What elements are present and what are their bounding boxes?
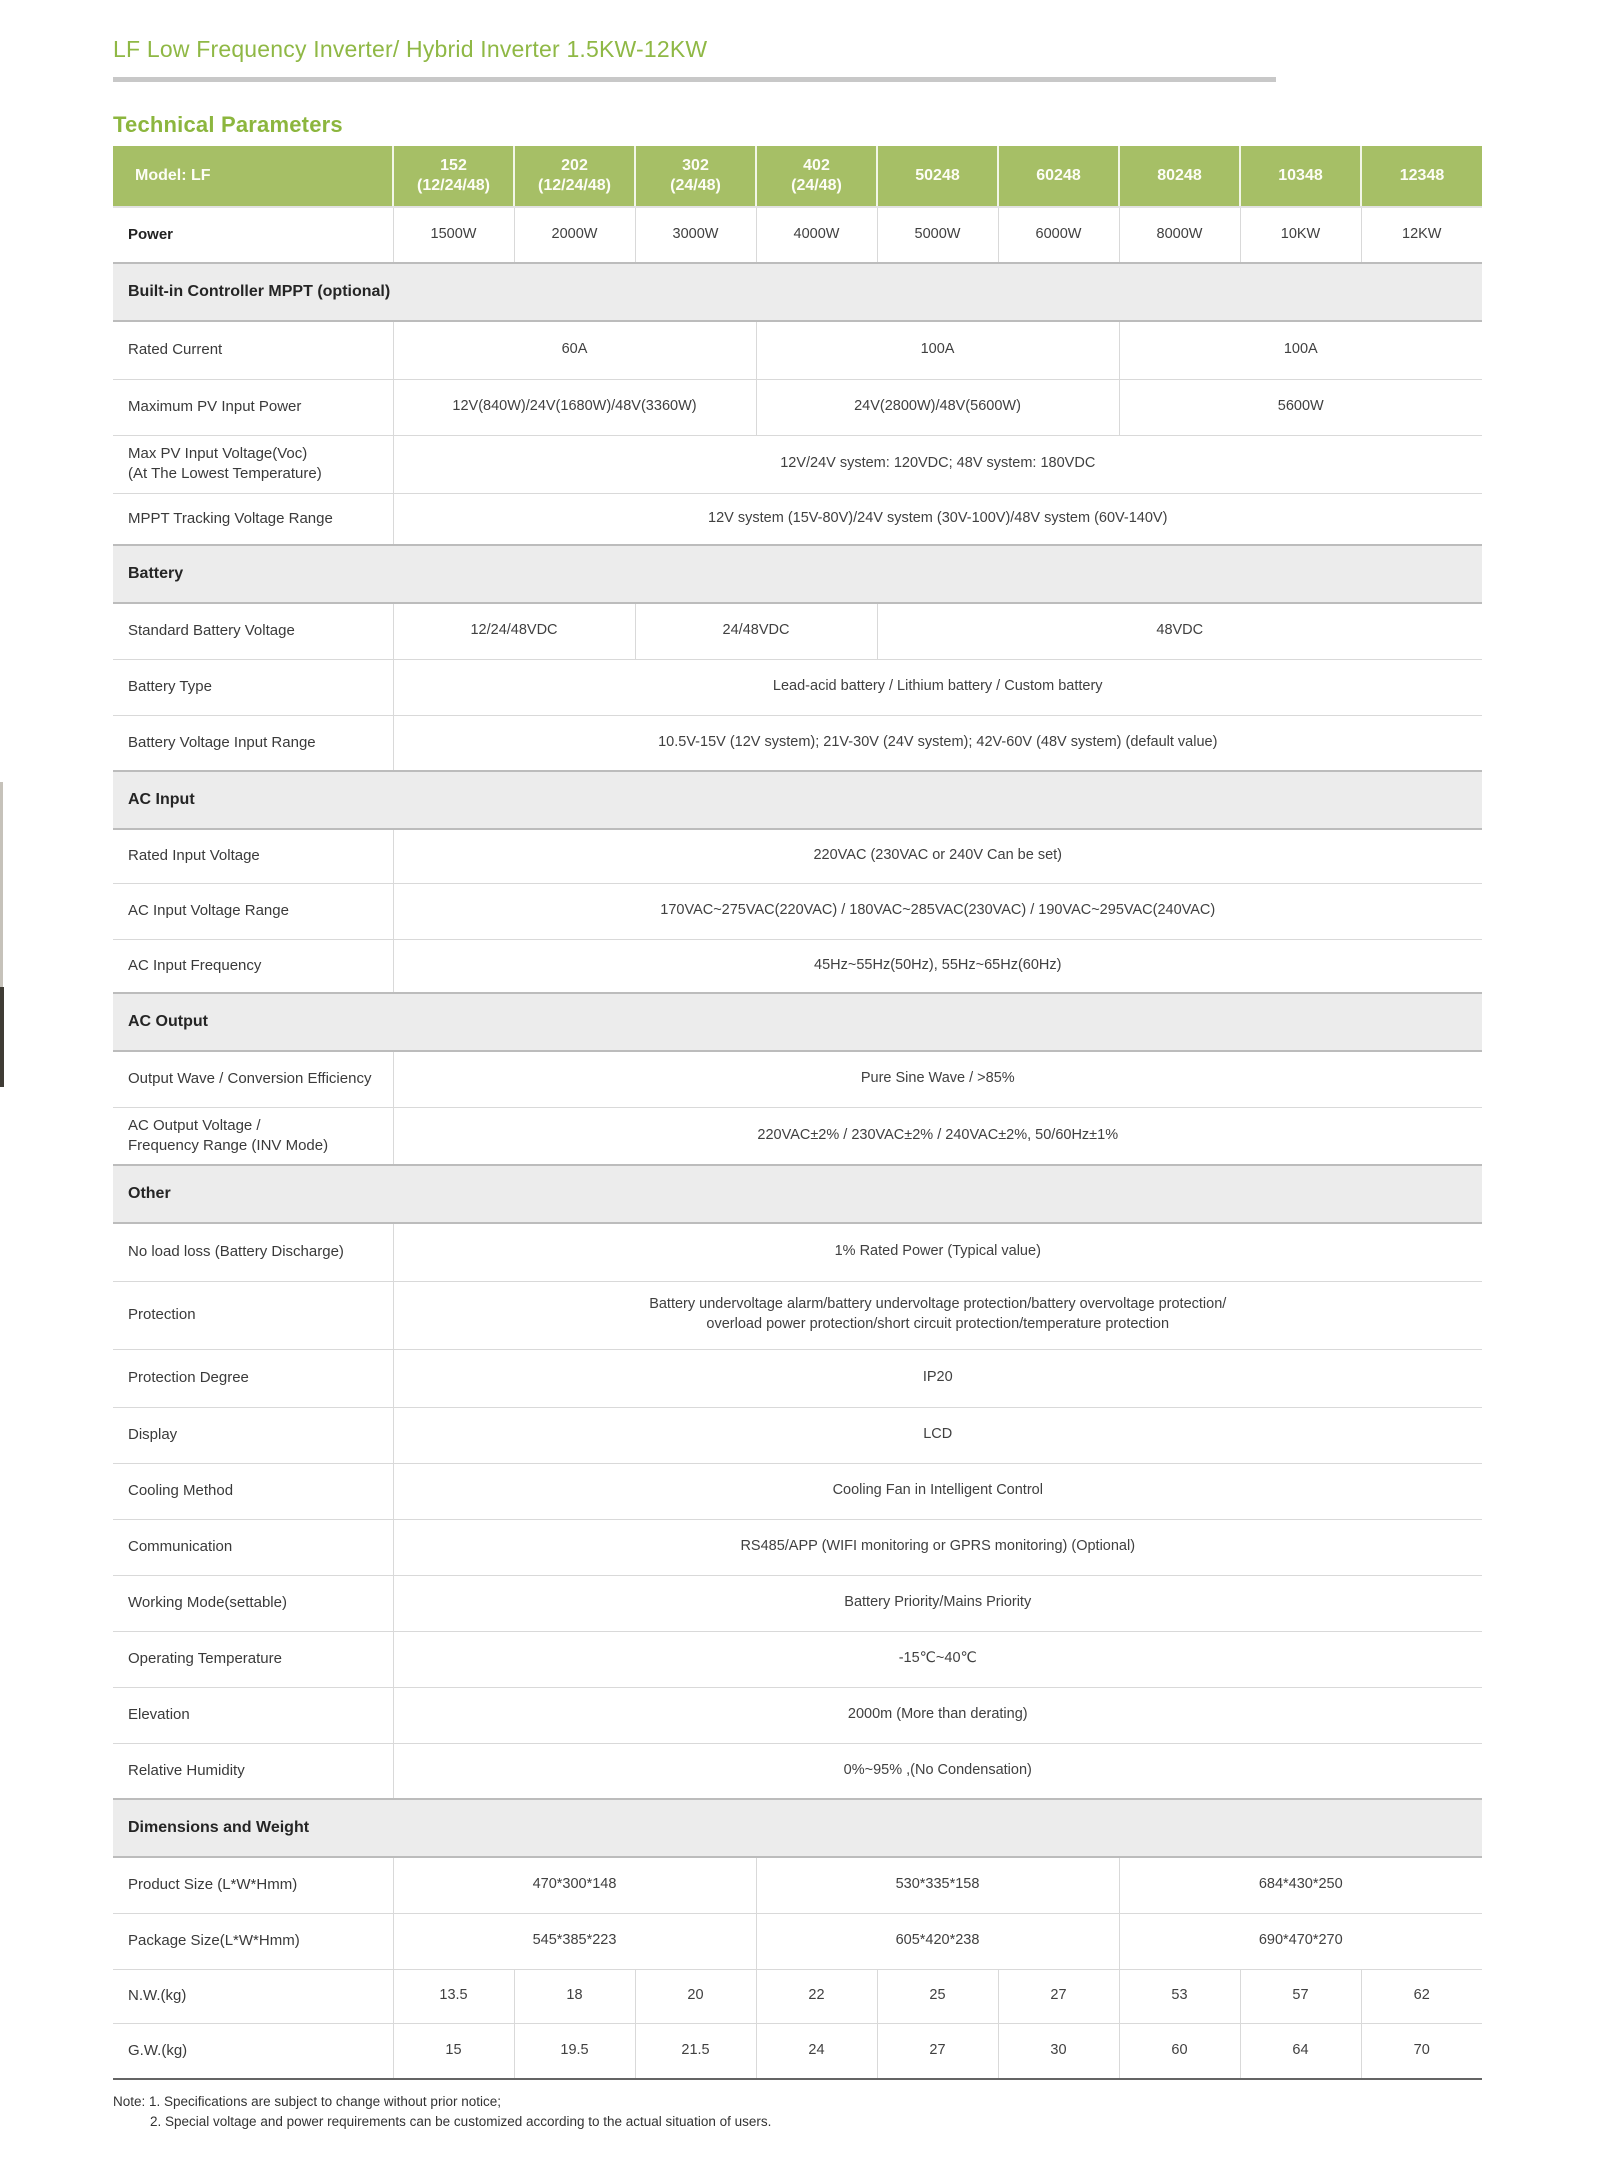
- section-band-title: AC Output: [113, 993, 1482, 1051]
- no-load-loss-value: 1% Rated Power (Typical value): [393, 1223, 1482, 1281]
- section-band-title: Battery: [113, 545, 1482, 603]
- protection-value: [393, 1281, 1482, 1349]
- row-working-mode: [113, 1575, 1482, 1631]
- battery-voltage-range-value: 10.5V-15V (12V system); 21V-30V (24V system); 42V-60V (48V system) (default value): [393, 715, 1482, 771]
- row-rated-input-voltage: [113, 829, 1482, 883]
- rated-current-value: 100A: [1119, 321, 1482, 379]
- row-label: AC Input Voltage Range: [113, 883, 393, 939]
- gross-weight-value: 24: [756, 2023, 877, 2079]
- row-power: [113, 207, 1482, 263]
- row-product-size: [113, 1857, 1482, 1913]
- power-value: 6000W: [998, 207, 1119, 263]
- title-underline: [113, 77, 1276, 82]
- display-value: LCD: [393, 1407, 1482, 1463]
- ac-input-voltage-range-value: 170VAC~275VAC(220VAC) / 180VAC~285VAC(230VAC) / 190VAC~295VAC(240VAC): [393, 883, 1482, 939]
- model-header-cell: [1361, 146, 1482, 207]
- row-elevation: [113, 1687, 1482, 1743]
- operating-temperature-value: -15℃~40℃: [393, 1631, 1482, 1687]
- section-band-other: [113, 1165, 1482, 1223]
- row-battery-voltage-range: [113, 715, 1482, 771]
- battery-type-value: Lead-acid battery / Lithium battery / Custom battery: [393, 659, 1482, 715]
- net-weight-value: 62: [1361, 1969, 1482, 2023]
- technical-parameters-heading: Technical Parameters: [113, 112, 343, 137]
- row-label: Working Mode(settable): [113, 1575, 393, 1631]
- row-label: Operating Temperature: [113, 1631, 393, 1687]
- max-pv-power-value: 5600W: [1119, 379, 1482, 435]
- section-band-title: AC Input: [113, 771, 1482, 829]
- package-size-value: 605*420*238: [756, 1913, 1119, 1969]
- model-header-cell: [635, 146, 756, 207]
- battery-voltage-value: 12/24/48VDC: [393, 603, 635, 659]
- battery-voltage-value: 24/48VDC: [635, 603, 877, 659]
- gross-weight-value: 60: [1119, 2023, 1240, 2079]
- row-label: Protection Degree: [113, 1349, 393, 1407]
- row-max-pv-power: [113, 379, 1482, 435]
- model-name: 80248: [1157, 167, 1202, 184]
- gross-weight-value: 64: [1240, 2023, 1361, 2079]
- protection-degree-value: IP20: [393, 1349, 1482, 1407]
- gross-weight-value: 27: [877, 2023, 998, 2079]
- row-label: Product Size (L*W*Hmm): [113, 1857, 393, 1913]
- power-value: 1500W: [393, 207, 514, 263]
- row-label: Maximum PV Input Power: [113, 379, 393, 435]
- product-size-value: 470*300*148: [393, 1857, 756, 1913]
- row-max-pv-voltage: [113, 435, 1482, 493]
- row-label: Standard Battery Voltage: [113, 603, 393, 659]
- row-label: G.W.(kg): [113, 2023, 393, 2079]
- gross-weight-value: 70: [1361, 2023, 1482, 2079]
- relative-humidity-value: 0%~95% ,(No Condensation): [393, 1743, 1482, 1799]
- model-name: 12348: [1399, 167, 1445, 184]
- row-battery-type: [113, 659, 1482, 715]
- net-weight-value: 18: [514, 1969, 635, 2023]
- footnote-line2: 2. Special voltage and power requirements can be customized according to the actual situation of users.: [150, 2113, 772, 2129]
- power-value: 12KW: [1361, 207, 1482, 263]
- row-label: Rated Input Voltage: [113, 829, 393, 883]
- power-value: 3000W: [635, 207, 756, 263]
- gross-weight-value: 15: [393, 2023, 514, 2079]
- max-pv-power-value: 12V(840W)/24V(1680W)/48V(3360W): [393, 379, 756, 435]
- power-value: 8000W: [1119, 207, 1240, 263]
- working-mode-value: Battery Priority/Mains Priority: [393, 1575, 1482, 1631]
- row-output-wave: [113, 1051, 1482, 1107]
- power-value: 4000W: [756, 207, 877, 263]
- net-weight-value: 57: [1240, 1969, 1361, 2023]
- package-size-value: 545*385*223: [393, 1913, 756, 1969]
- rated-input-voltage-value: 220VAC (230VAC or 240V Can be set): [393, 829, 1482, 883]
- section-band-ac-input: [113, 771, 1482, 829]
- model-header-label: Model: LF: [113, 146, 393, 207]
- row-label: N.W.(kg): [113, 1969, 393, 2023]
- net-weight-value: 25: [877, 1969, 998, 2023]
- row-label: [113, 435, 393, 493]
- row-mppt-range: [113, 493, 1482, 545]
- row-no-load-loss: [113, 1223, 1482, 1281]
- row-label: Power: [113, 207, 393, 263]
- protection-value-line1: Battery undervoltage alarm/battery undervoltage protection/battery overvoltage protection/: [649, 1296, 1227, 1313]
- row-label: Protection: [113, 1281, 393, 1349]
- row-std-battery-voltage: [113, 603, 1482, 659]
- product-size-value: 684*430*250: [1119, 1857, 1482, 1913]
- row-communication: [113, 1519, 1482, 1575]
- row-label: Display: [113, 1407, 393, 1463]
- row-label: Battery Voltage Input Range: [113, 715, 393, 771]
- row-label: [113, 1107, 393, 1165]
- row-package-size: [113, 1913, 1482, 1969]
- row-operating-temperature: [113, 1631, 1482, 1687]
- model-name: 202: [561, 157, 588, 174]
- model-name: 402: [803, 157, 830, 174]
- ac-input-frequency-value: 45Hz~55Hz(50Hz), 55Hz~65Hz(60Hz): [393, 939, 1482, 993]
- document-title: LF Low Frequency Inverter/ Hybrid Inverter 1.5KW-12KW: [113, 36, 708, 62]
- gross-weight-value: 30: [998, 2023, 1119, 2079]
- power-value: 2000W: [514, 207, 635, 263]
- section-band-dimensions: [113, 1799, 1482, 1857]
- model-header-cell: [756, 146, 877, 207]
- scan-edge-artifact-dark: [0, 987, 4, 1087]
- row-ac-input-voltage-range: [113, 883, 1482, 939]
- model-voltages: (24/48): [791, 177, 842, 194]
- protection-value-line2: overload power protection/short circuit protection/temperature protection: [706, 1316, 1170, 1332]
- row-label: Relative Humidity: [113, 1743, 393, 1799]
- model-header-cell: [998, 146, 1119, 207]
- row-label-line2: Frequency Range (INV Mode): [128, 1136, 329, 1154]
- model-voltages: (12/24/48): [417, 177, 490, 194]
- row-protection: [113, 1281, 1482, 1349]
- power-value: 10KW: [1240, 207, 1361, 263]
- model-header-row: [113, 146, 1482, 207]
- row-cooling-method: [113, 1463, 1482, 1519]
- row-label-line1: Max PV Input Voltage(Voc): [128, 444, 308, 462]
- model-name: 50248: [915, 167, 960, 184]
- row-label: Output Wave / Conversion Efficiency: [113, 1051, 393, 1107]
- model-header-cell: [1240, 146, 1361, 207]
- row-label-line1: AC Output Voltage /: [128, 1116, 261, 1134]
- battery-voltage-value: 48VDC: [877, 603, 1482, 659]
- row-ac-output-voltage: [113, 1107, 1482, 1165]
- row-label: Rated Current: [113, 321, 393, 379]
- net-weight-value: 20: [635, 1969, 756, 2023]
- row-gross-weight: [113, 2023, 1482, 2079]
- cooling-method-value: Cooling Fan in Intelligent Control: [393, 1463, 1482, 1519]
- row-label: Elevation: [113, 1687, 393, 1743]
- mppt-range-value: 12V system (15V-80V)/24V system (30V-100V)/48V system (60V-140V): [393, 493, 1482, 545]
- model-header-cell: [514, 146, 635, 207]
- net-weight-value: 53: [1119, 1969, 1240, 2023]
- row-protection-degree: [113, 1349, 1482, 1407]
- row-relative-humidity: [113, 1743, 1482, 1799]
- model-header-cell: [393, 146, 514, 207]
- section-band-title: Dimensions and Weight: [113, 1799, 1482, 1857]
- model-name: 302: [682, 157, 709, 174]
- net-weight-value: 13.5: [393, 1969, 514, 2023]
- row-label: No load loss (Battery Discharge): [113, 1223, 393, 1281]
- model-name: 152: [440, 157, 467, 174]
- technical-parameters-table: [113, 146, 1482, 2080]
- package-size-value: 690*470*270: [1119, 1913, 1482, 1969]
- ac-output-voltage-value: 220VAC±2% / 230VAC±2% / 240VAC±2%, 50/60Hz±1%: [393, 1107, 1482, 1165]
- row-label: Battery Type: [113, 659, 393, 715]
- footnote: [113, 2092, 771, 2131]
- row-net-weight: [113, 1969, 1482, 2023]
- section-band-title: Built-in Controller MPPT (optional): [113, 263, 1482, 321]
- model-voltages: (12/24/48): [538, 177, 611, 194]
- max-pv-voltage-value: 12V/24V system: 120VDC; 48V system: 180VDC: [393, 435, 1482, 493]
- communication-value: RS485/APP (WIFI monitoring or GPRS monitoring) (Optional): [393, 1519, 1482, 1575]
- scan-edge-artifact-light: [0, 782, 3, 987]
- gross-weight-value: 19.5: [514, 2023, 635, 2079]
- power-value: 5000W: [877, 207, 998, 263]
- rated-current-value: 60A: [393, 321, 756, 379]
- row-label: Cooling Method: [113, 1463, 393, 1519]
- row-label: MPPT Tracking Voltage Range: [113, 493, 393, 545]
- max-pv-power-value: 24V(2800W)/48V(5600W): [756, 379, 1119, 435]
- model-name: 10348: [1278, 167, 1323, 184]
- net-weight-value: 27: [998, 1969, 1119, 2023]
- row-label: AC Input Frequency: [113, 939, 393, 993]
- section-band-mppt: [113, 263, 1482, 321]
- row-label-line2: (At The Lowest Temperature): [128, 465, 322, 482]
- output-wave-value: Pure Sine Wave / >85%: [393, 1051, 1482, 1107]
- net-weight-value: 22: [756, 1969, 877, 2023]
- section-band-battery: [113, 545, 1482, 603]
- model-name: 60248: [1036, 167, 1081, 184]
- gross-weight-value: 21.5: [635, 2023, 756, 2079]
- section-band-ac-output: [113, 993, 1482, 1051]
- row-label: Package Size(L*W*Hmm): [113, 1913, 393, 1969]
- product-size-value: 530*335*158: [756, 1857, 1119, 1913]
- rated-current-value: 100A: [756, 321, 1119, 379]
- elevation-value: 2000m (More than derating): [393, 1687, 1482, 1743]
- row-display: [113, 1407, 1482, 1463]
- row-rated-current: [113, 321, 1482, 379]
- model-header-cell: [1119, 146, 1240, 207]
- row-label: Communication: [113, 1519, 393, 1575]
- footnote-line1: Note: 1. Specifications are subject to change without prior notice;: [113, 2094, 501, 2109]
- model-header-cell: [877, 146, 998, 207]
- model-voltages: (24/48): [670, 177, 721, 194]
- section-band-title: Other: [113, 1165, 1482, 1223]
- row-ac-input-frequency: [113, 939, 1482, 993]
